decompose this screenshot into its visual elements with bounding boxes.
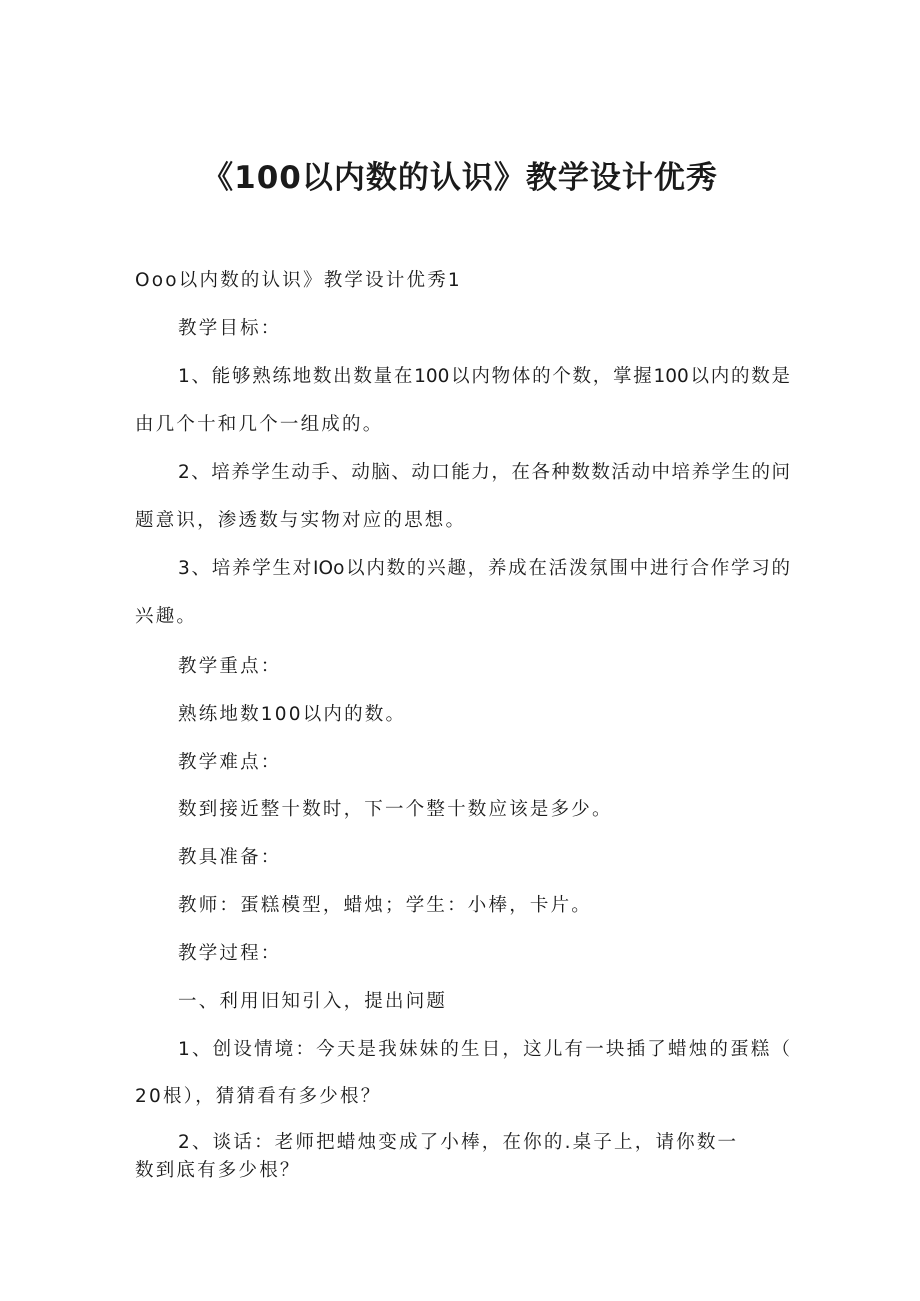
process-item-2-line-1: 2、谈话：老师把蜡烛变成了小棒，在你的.桌子上，请你数一	[178, 1132, 739, 1153]
heading-teaching-goals: 教学目标：	[178, 318, 282, 339]
goal-2-line-1: 2、培养学生动手、动脑、动口能力，在各种数数活动中培养学生的问	[178, 462, 790, 483]
goal-1-line-1: 1、能够熟练地数出数量在100以内物体的个数，掌握100以内的数是	[178, 366, 790, 387]
goal-1-line-2: 由几个十和几个一组成的。	[135, 414, 384, 435]
heading-materials: 教具准备：	[178, 847, 282, 868]
process-item-1-line-2: 20根），猜猜看有多少根？	[135, 1086, 382, 1107]
process-step-1-heading: 一、利用旧知引入，提出问题	[178, 991, 448, 1012]
section-heading: Ooo以内数的认识》教学设计优秀1	[135, 270, 462, 291]
heading-key-points: 教学重点：	[178, 656, 282, 677]
goal-3-line-2: 兴趣。	[135, 606, 198, 627]
document-title: 《100以内数的认识》教学设计优秀	[202, 160, 718, 196]
process-item-2-line-2: 数到底有多少根？	[135, 1160, 301, 1181]
difficulties-text: 数到接近整十数时，下一个整十数应该是多少。	[178, 799, 613, 820]
goal-3-line-1: 3、培养学生对IOo以内数的兴趣，养成在活泼氛围中进行合作学习的	[178, 558, 790, 579]
materials-text: 教师：蛋糕模型，蜡烛；学生：小棒，卡片。	[178, 895, 593, 916]
goal-2-line-2: 题意识，渗透数与实物对应的思想。	[135, 510, 467, 531]
heading-process: 教学过程：	[178, 943, 282, 964]
process-item-1-line-1: 1、创设情境：今天是我妹妹的生日，这儿有一块插了蜡烛的蛋糕（	[178, 1039, 790, 1060]
key-points-text: 熟练地数100以内的数。	[178, 704, 407, 725]
heading-difficulties: 教学难点：	[178, 752, 282, 773]
